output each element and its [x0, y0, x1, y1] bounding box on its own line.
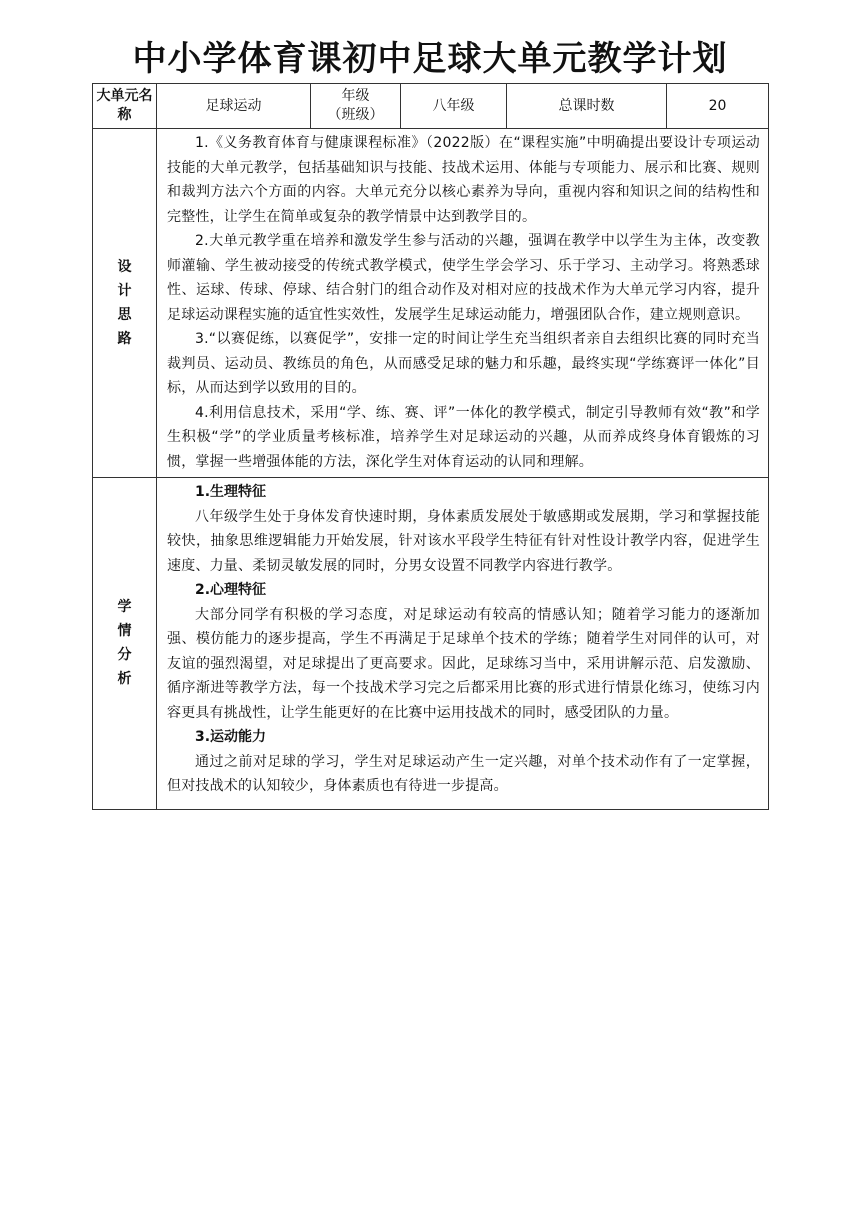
- teaching-plan-table: [92, 83, 769, 810]
- design-paragraph: 3.“以赛促练，以赛促学”，安排一定的时间让学生充当组织者亲自去组织比赛的同时充当裁判员、运动员、教练员的角色，从而感受足球的魅力和乐趣，最终实现“学练赛评一体化”目标，从而达到学以致用的目的。: [167, 331, 760, 396]
- page-title: 中小学体育课初中足球大单元教学计划: [132, 39, 728, 79]
- analysis-heading: 2.心理特征: [195, 582, 267, 598]
- analysis-paragraph: 八年级学生处于身体发育快速时期，身体素质发展处于敏感期或发展期，学习和掌握技能较快，抽象思维逻辑能力开始发展，针对该水平段学生特征有针对性设计教学内容，促进学生速度、力量、柔韧灵敏发展的同时，分男女设置不同教学内容进行教学。: [167, 508, 760, 574]
- analysis-heading: 1.生理特征: [195, 484, 267, 500]
- analysis-heading: 3.运动能力: [195, 729, 267, 745]
- design-paragraph: 4.利用信息技术，采用“学、练、赛、评”一体化的教学模式，制定引导教师有效“教”和学生积极“学”的学业质量考核标准，培养学生对足球运动的兴趣，从而养成终身体育锻炼的习惯，掌握一些增强体能的方法，深化学生对体育运动的认同和理解。: [167, 404, 760, 470]
- design-label-char: 设: [117, 259, 132, 275]
- analysis-label: [93, 478, 157, 810]
- analysis-content: [157, 478, 769, 810]
- header-row: [93, 84, 769, 129]
- grade-label-line1: 年级: [341, 88, 370, 104]
- total-hours-value: 20: [667, 84, 769, 129]
- analysis-label-char: 分: [117, 647, 132, 664]
- grade-label: [311, 84, 401, 129]
- grade-value: 八年级: [401, 84, 507, 129]
- analysis-label-char: 情: [117, 623, 132, 640]
- analysis-label-char: 析: [117, 671, 132, 688]
- design-label-char: 思: [117, 307, 132, 323]
- grade-label-line2: （班级）: [327, 107, 384, 123]
- total-hours-label: 总课时数: [507, 84, 667, 129]
- analysis-paragraph: 通过之前对足球的学习，学生对足球运动产生一定兴趣，对单个技术动作有了一定掌握，但对技战术的认知较少，身体素质也有待进一步提高。: [167, 753, 760, 794]
- design-content: [157, 129, 769, 478]
- analysis-row: [93, 478, 769, 810]
- analysis-paragraph: 大部分同学有积极的学习态度，对足球运动有较高的情感认知；随着学习能力的逐渐加强、模仿能力的逐步提高，学生不再满足于足球单个技术的学练；随着学生对同伴的认可，对友谊的强烈渴望，对足球提出了更高要求。因此，足球练习当中，采用讲解示范、启发激励、循序渐进等教学方法，每一个技战术学习完之后都采用比赛的形式进行情景化练习，使练习内容更具有挑战性，让学生能更好的在比赛中运用技战术的同时，感受团队的力量。: [167, 606, 760, 721]
- design-paragraph: 1.《义务教育体育与健康课程标准》（2022版）在“课程实施”中明确提出要设计专项运动技能的大单元教学，包括基础知识与技能、技战术运用、体能与专项能力、展示和比赛、规则和裁判方法六个方面的内容。大单元充分以核心素养为导向，重视内容和知识之间的结构性和完整性，让学生在简单或复杂的教学情景中达到教学目的。: [167, 135, 760, 225]
- design-row: [93, 129, 769, 478]
- unit-name-label: 大单元名称: [93, 84, 157, 129]
- design-label: [93, 129, 157, 478]
- design-label-char: 路: [117, 331, 132, 347]
- unit-name-value: 足球运动: [157, 84, 311, 129]
- analysis-label-char: 学: [117, 599, 132, 616]
- design-paragraph: 2.大单元教学重在培养和激发学生参与活动的兴趣，强调在教学中以学生为主体，改变教师灌输、学生被动接受的传统式教学模式，使学生学会学习、乐于学习、主动学习。将熟悉球性、运球、传球、停球、结合射门的组合动作及对相对应的技战术作为大单元学习内容，提升足球运动课程实施的适宜性实效性，发展学生足球运动能力，增强团队合作，建立规则意识。: [167, 233, 760, 323]
- design-label-char: 计: [117, 283, 132, 299]
